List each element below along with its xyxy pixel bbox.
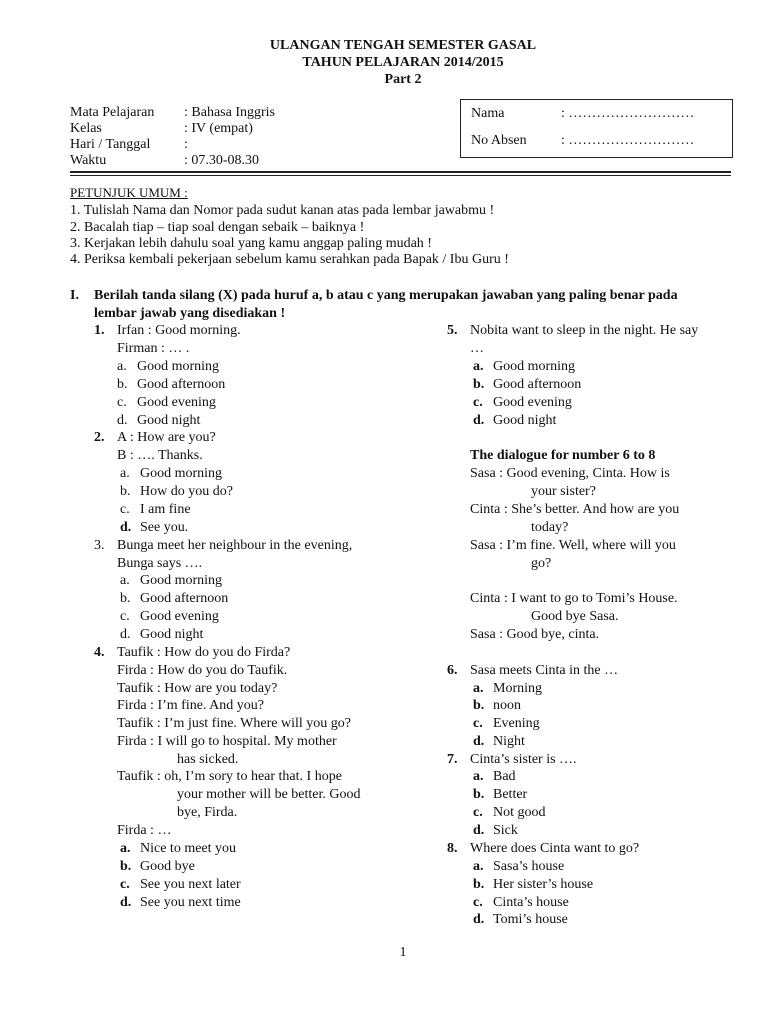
option[interactable]: d. Sick <box>473 823 518 838</box>
question-number: 6. <box>447 663 458 678</box>
exam-title: ULANGAN TENGAH SEMESTER GASAL <box>269 38 537 53</box>
option[interactable]: d. Tomi’s house <box>473 912 568 927</box>
option[interactable]: c. See you next later <box>120 877 241 892</box>
q4-line: Taufik : I’m just fine. Where will you go? <box>117 716 351 731</box>
absen-field[interactable]: No Absen : ……………………… <box>471 133 695 148</box>
section-number: I. <box>70 288 79 303</box>
question-number: 7. <box>447 752 458 767</box>
section-instruction: Berilah tanda silang (X) pada huruf a, b atau c yang merupakan jawaban yang paling benar pada <box>94 288 678 303</box>
option[interactable]: c. Good evening <box>117 395 216 410</box>
option[interactable]: d. Good night <box>120 627 204 642</box>
q4-line: has sicked. <box>177 752 239 767</box>
info-date: Hari / Tanggal : <box>70 137 188 152</box>
question-number: 2. <box>94 430 105 445</box>
option[interactable]: a. Good morning <box>473 359 576 374</box>
option[interactable]: a. Morning <box>473 681 542 696</box>
q4-line: bye, Firda. <box>177 805 238 820</box>
q4-line: Firda : I will go to hospital. My mother <box>117 734 337 749</box>
option[interactable]: b. How do you do? <box>120 484 233 499</box>
section-instruction-2: lembar jawab yang disediakan ! <box>94 306 286 321</box>
option[interactable]: c. I am fine <box>120 502 191 517</box>
dialogue-line: Sasa : I’m fine. Well, where will you <box>470 538 676 553</box>
info-class: Kelas : IV (empat) <box>70 121 253 136</box>
option[interactable]: a. Good morning <box>120 466 223 481</box>
dialogue-line: today? <box>531 520 569 535</box>
info-time: Waktu : 07.30-08.30 <box>70 153 260 168</box>
dialogue-line: Good bye Sasa. <box>531 609 619 624</box>
q4-line: your mother will be better. Good <box>177 787 361 802</box>
option[interactable]: c. Good evening <box>120 609 219 624</box>
option[interactable]: d. Good night <box>473 413 557 428</box>
q4-line: Taufik : How do you do Firda? <box>117 645 291 660</box>
q7-text: Cinta’s sister is …. <box>470 752 577 767</box>
option[interactable]: d. Good night <box>117 413 201 428</box>
option[interactable]: b. Good bye <box>120 859 195 874</box>
option[interactable]: b. Her sister’s house <box>473 877 594 892</box>
q3-line: Bunga says …. <box>117 556 203 571</box>
q4-line: Taufik : How are you today? <box>117 681 278 696</box>
option[interactable]: c. Good evening <box>473 395 572 410</box>
instruction-item: 1. Tulislah Nama dan Nomor pada sudut kanan atas pada lembar jawabmu ! <box>70 203 495 218</box>
option[interactable]: a. Good morning <box>120 573 223 588</box>
option[interactable]: b. Good afternoon <box>473 377 582 392</box>
dialogue-line: Cinta : I want to go to Tomi’s House. <box>470 591 678 606</box>
question-number: 4. <box>94 645 105 660</box>
exam-year: TAHUN PELAJARAN 2014/2015 <box>302 55 504 70</box>
option[interactable]: a. Good morning <box>117 359 220 374</box>
info-subject: Mata Pelajaran : Bahasa Inggris <box>70 105 275 120</box>
option[interactable]: c. Cinta’s house <box>473 895 569 910</box>
q4-line: Firda : How do you do Taufik. <box>117 663 288 678</box>
q4-line: Firda : … <box>117 823 172 838</box>
question-number: 5. <box>447 323 458 338</box>
question-number: 8. <box>447 841 458 856</box>
page-number: 1 <box>399 945 407 960</box>
divider-thick <box>70 171 731 173</box>
option[interactable]: b. Good afternoon <box>117 377 226 392</box>
option[interactable]: b. Good afternoon <box>120 591 229 606</box>
divider-thin <box>70 175 731 176</box>
q5-line: … <box>470 341 484 356</box>
option[interactable]: c. Evening <box>473 716 540 731</box>
question-number: 1. <box>94 323 105 338</box>
q1-line: Irfan : Good morning. <box>117 323 241 338</box>
option[interactable]: d. Night <box>473 734 525 749</box>
q3-line: Bunga meet her neighbour in the evening, <box>117 538 353 553</box>
option[interactable]: d. See you next time <box>120 895 241 910</box>
option[interactable]: d. See you. <box>120 520 189 535</box>
q6-text: Sasa meets Cinta in the … <box>470 663 619 678</box>
q8-text: Where does Cinta want to go? <box>470 841 640 856</box>
instruction-item: 2. Bacalah tiap – tiap soal dengan sebaik – baiknya ! <box>70 220 365 235</box>
question-number: 3. <box>94 538 105 553</box>
exam-part: Part 2 <box>384 72 422 87</box>
option[interactable]: c. Not good <box>473 805 546 820</box>
option[interactable]: a. Bad <box>473 769 516 784</box>
q1-line: Firman : … . <box>117 341 190 356</box>
dialogue-line: go? <box>531 556 552 571</box>
instruction-item: 4. Periksa kembali pekerjaan sebelum kamu serahkan pada Bapak / Ibu Guru ! <box>70 252 509 267</box>
q2-line: A : How are you? <box>117 430 216 445</box>
dialogue-line: your sister? <box>531 484 596 499</box>
name-field[interactable]: Nama : ……………………… <box>471 106 695 121</box>
q5-line: Nobita want to sleep in the night. He say <box>470 323 699 338</box>
option[interactable]: a. Nice to meet you <box>120 841 237 856</box>
q2-line: B : …. Thanks. <box>117 448 203 463</box>
dialogue-line: Cinta : She’s better. And how are you <box>470 502 680 517</box>
dialogue-line: Sasa : Good bye, cinta. <box>470 627 600 642</box>
instructions-title: PETUNJUK UMUM : <box>70 185 188 200</box>
dialogue-line: Sasa : Good evening, Cinta. How is <box>470 466 670 481</box>
dialogue-title: The dialogue for number 6 to 8 <box>470 448 656 463</box>
q4-line: Firda : I’m fine. And you? <box>117 698 264 713</box>
q4-line: Taufik : oh, I’m sory to hear that. I hope <box>117 769 342 784</box>
option[interactable]: b. noon <box>473 698 521 713</box>
instruction-item: 3. Kerjakan lebih dahulu soal yang kamu anggap paling mudah ! <box>70 236 432 251</box>
option[interactable]: a. Sasa’s house <box>473 859 565 874</box>
option[interactable]: b. Better <box>473 787 528 802</box>
